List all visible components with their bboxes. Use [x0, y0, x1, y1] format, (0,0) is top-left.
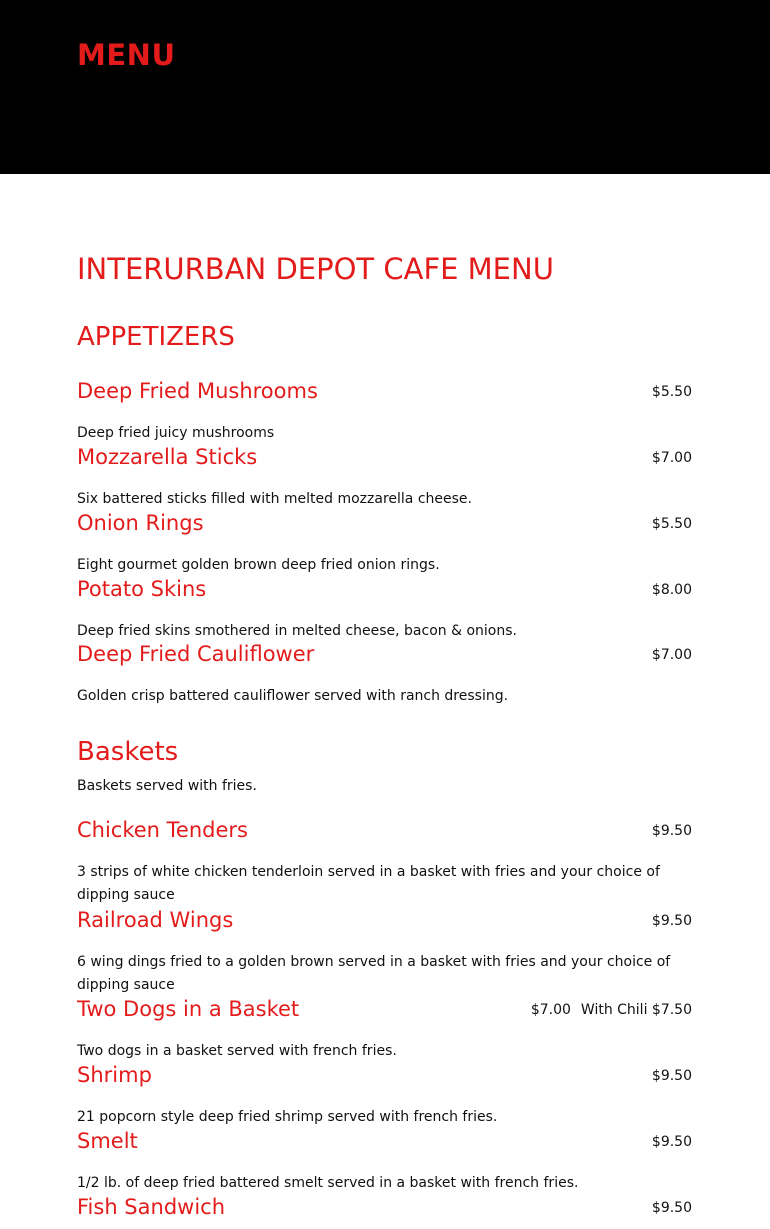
item-price: $5.50	[651, 516, 692, 532]
item-name: Deep Fried Cauliflower	[77, 642, 315, 666]
item-price: $9.50	[651, 913, 692, 929]
item-name: Deep Fried Mushrooms	[77, 379, 318, 403]
item-name: Two Dogs in a Basket	[77, 997, 300, 1021]
item-price: $9.50	[651, 823, 692, 839]
item-name: Mozzarella Sticks	[77, 445, 258, 469]
item-price: $7.00	[651, 647, 692, 663]
header-title: MENU	[77, 38, 176, 72]
item-description: 1/2 lb. of deep fried battered smelt served in a basket with french fries.	[77, 1175, 579, 1191]
item-price: $9.50	[651, 1068, 692, 1084]
item-description: Six battered sticks filled with melted mozzarella cheese.	[77, 491, 472, 507]
item-price-alt: With Chili $7.50	[580, 1002, 692, 1018]
item-description: Golden crisp battered cauliflower served with ranch dressing.	[77, 688, 509, 704]
item-description: 21 popcorn style deep fried shrimp served with french fries.	[77, 1109, 498, 1125]
item-price: $9.50	[651, 1200, 692, 1216]
item-name: Fish Sandwich	[77, 1195, 226, 1219]
item-description: Eight gourmet golden brown deep fried onion rings.	[77, 557, 440, 573]
section-description: Baskets served with fries.	[77, 778, 257, 794]
item-description: Two dogs in a basket served with french fries.	[77, 1043, 397, 1059]
item-name: Railroad Wings	[77, 908, 234, 932]
item-price: $8.00	[651, 582, 692, 598]
page-header	[0, 0, 770, 174]
menu-title: INTERURBAN DEPOT CAFE MENU	[77, 252, 554, 286]
item-description: Deep fried skins smothered in melted cheese, bacon & onions.	[77, 623, 517, 639]
item-price-group	[531, 1000, 692, 1020]
item-price: $7.00	[651, 450, 692, 466]
item-name: Smelt	[77, 1129, 138, 1153]
item-name: Shrimp	[77, 1063, 152, 1087]
section-title-appetizers: APPETIZERS	[77, 322, 235, 352]
item-name: Chicken Tenders	[77, 818, 248, 842]
item-name: Potato Skins	[77, 577, 207, 601]
item-price: $9.50	[651, 1134, 692, 1150]
item-description: 3 strips of white chicken tenderloin served in a basket with fries and your choice of dipping sauce	[77, 864, 660, 903]
item-price: $7.00	[530, 1002, 571, 1018]
item-price: $5.50	[651, 384, 692, 400]
section-title-baskets: Baskets	[77, 737, 179, 767]
item-name: Onion Rings	[77, 511, 204, 535]
item-description: Deep fried juicy mushrooms	[77, 425, 275, 441]
item-description: 6 wing dings fried to a golden brown served in a basket with fries and your choice of dipping sauce	[77, 954, 671, 993]
